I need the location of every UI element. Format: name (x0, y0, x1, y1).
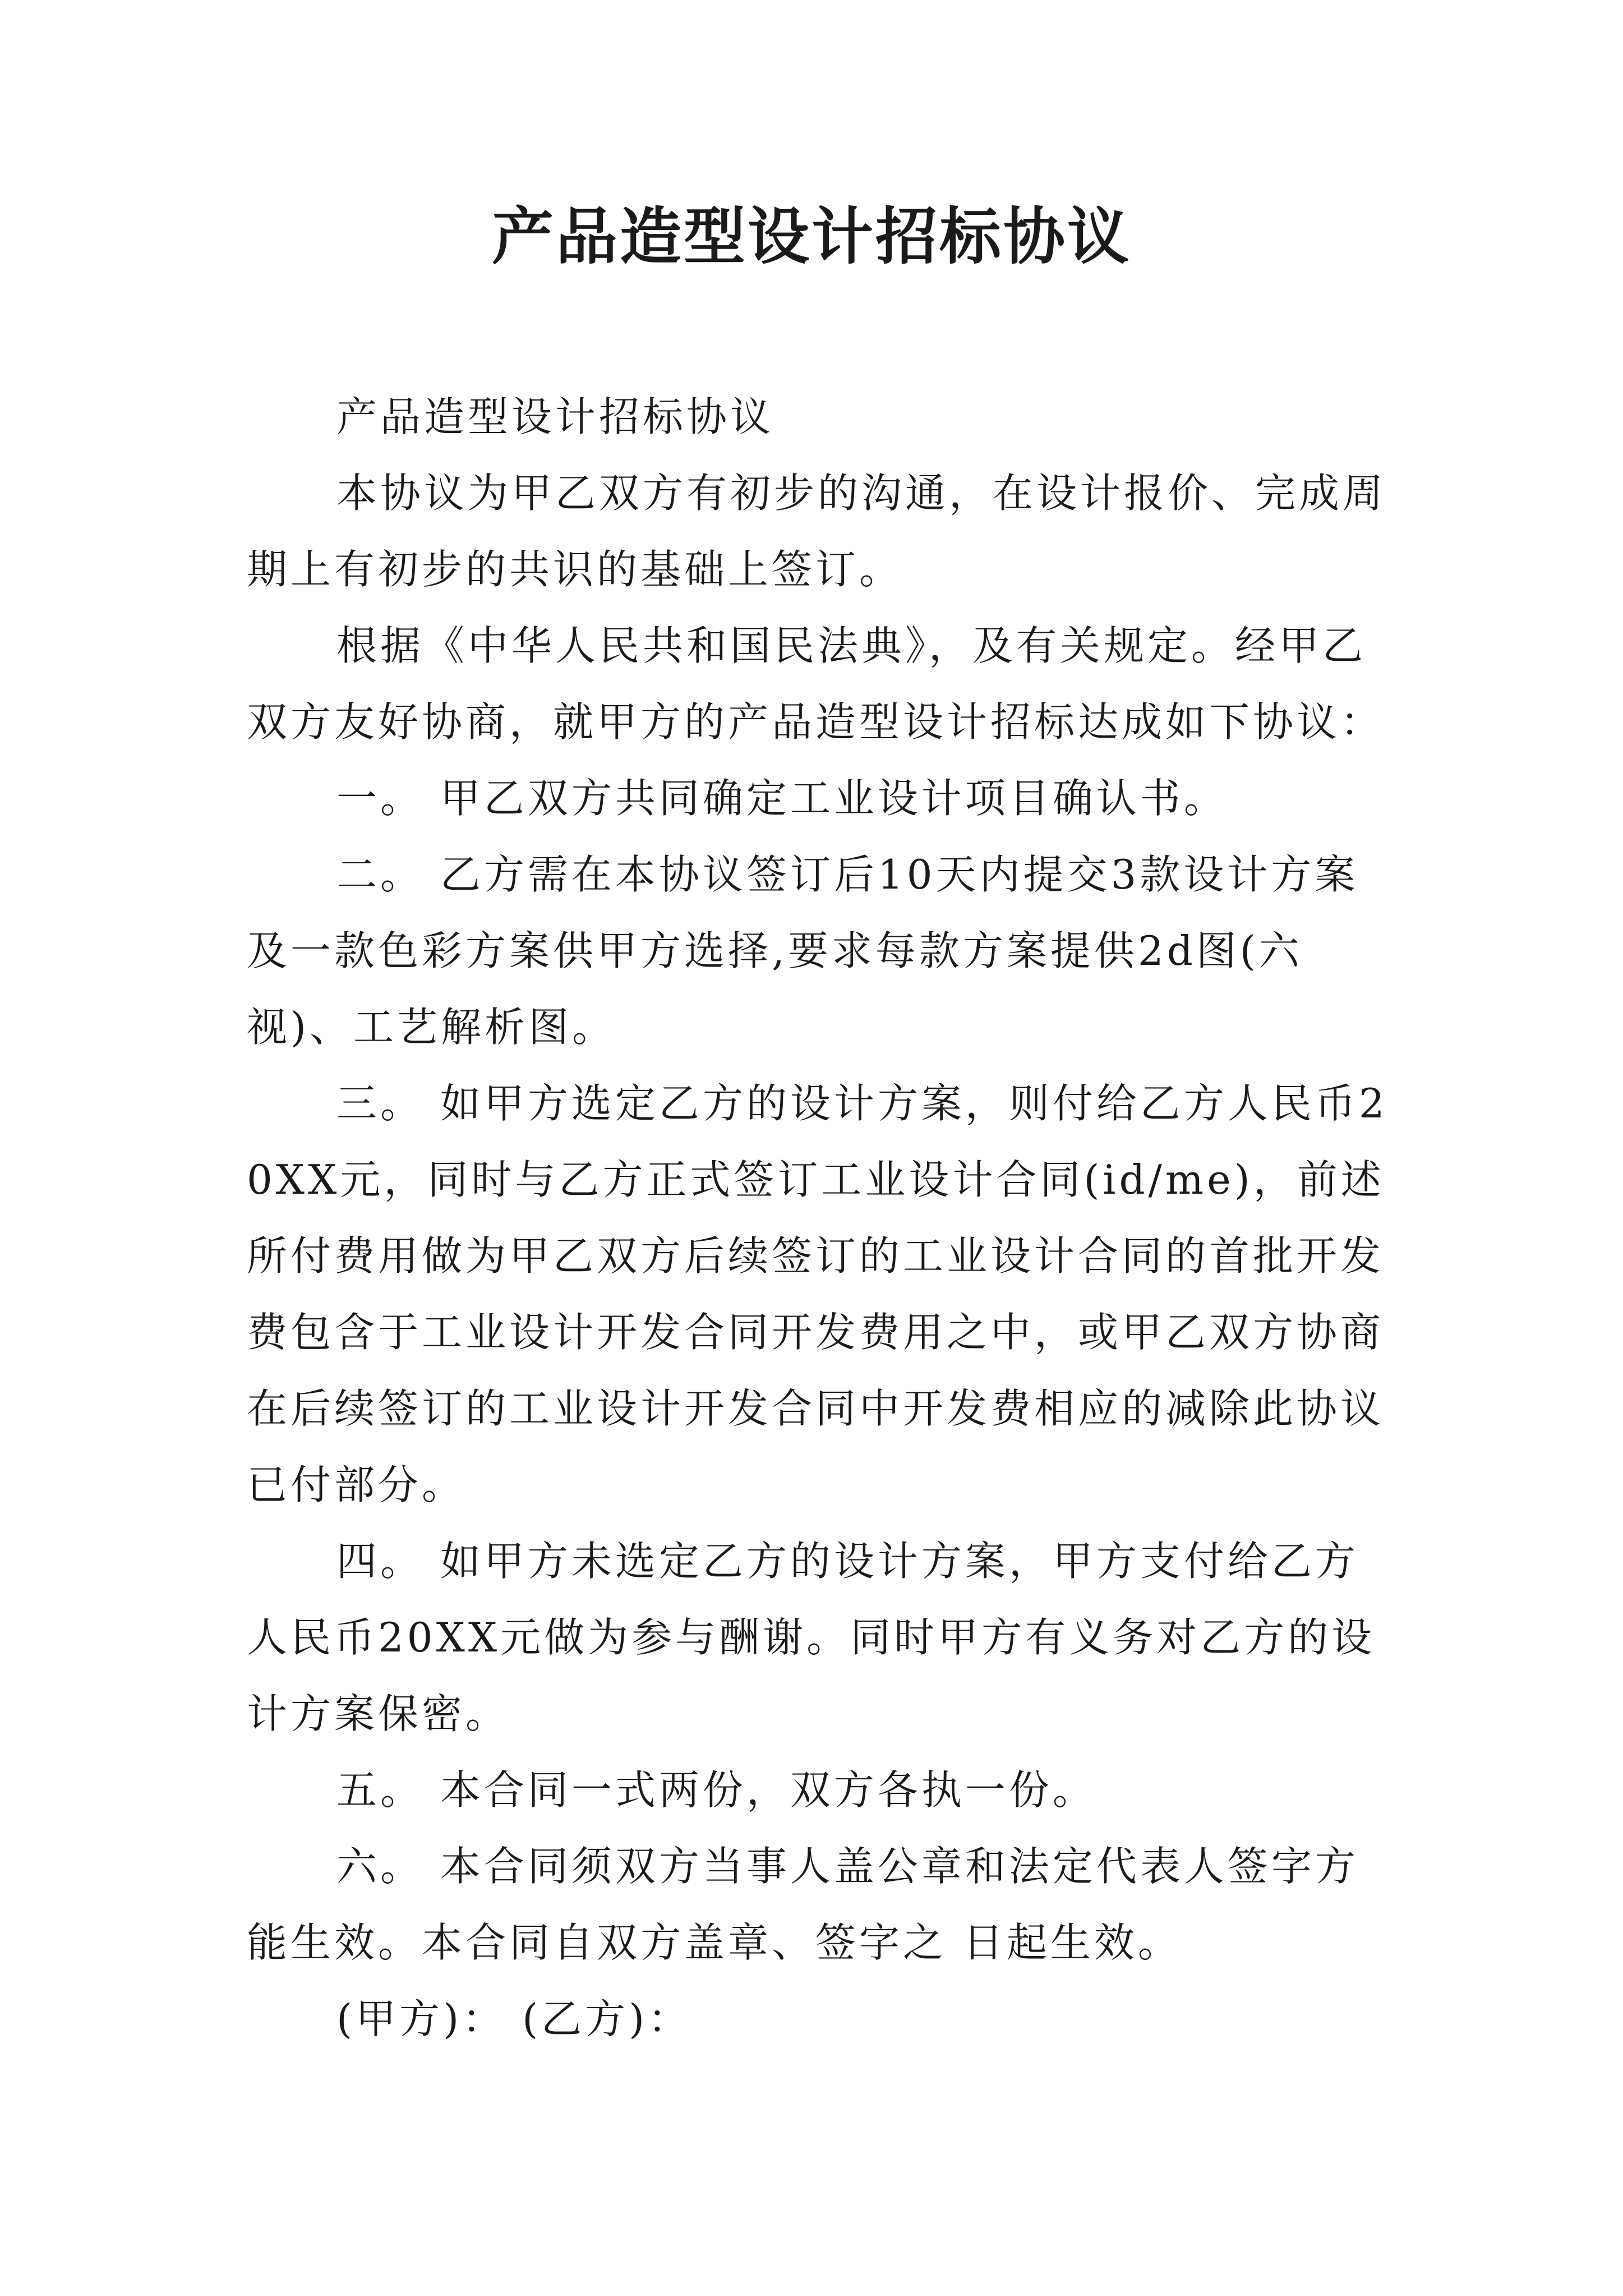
paragraph-subtitle: 产品造型设计招标协议 (336, 393, 774, 440)
signature-line: (甲方)： (乙方)： (336, 1995, 692, 2042)
clause-4: 四。 如甲方未选定乙方的设计方案，甲方支付给乙方人民币20XX元做为参与酬谢。同时甲方有义务对乙方的设计方案保密。 (247, 1538, 1376, 1737)
clause-2: 二。 乙方需在本协议签订后10天内提交3款设计方案及一款色彩方案供甲方选择,要求每款方案提供2d图(六视)、工艺解析图。 (247, 851, 1359, 1051)
clause-6: 六。 本合同须双方当事人盖公章和法定代表人签字方能生效。本合同自双方盖章、签字之 日起生效。 (247, 1843, 1359, 1966)
paragraph-preamble: 本协议为甲乙双方有初步的沟通，在设计报价、完成周期上有初步的共识的基础上签订。 (247, 470, 1387, 593)
clause-3: 三。 如甲方选定乙方的设计方案，则付给乙方人民币20XX元，同时与乙方正式签订工业设计合同(id/me)，前述所付费用做为甲乙双方后续签订的工业设计合同的首批开发费包含于工业设计开发合同开发费用之中，或甲乙双方协商在后续签订的工业设计开发合同中开发费相应的减除此协议已付部分。 (247, 1080, 1388, 1508)
paragraph-basis: 根据《中华人民共和国民法典》，及有关规定。经甲乙双方友好协商，就甲方的产品造型设计招标达成如下协议： (247, 622, 1385, 746)
clause-1: 一。 甲乙双方共同确定工业设计项目确认书。 (336, 775, 1228, 822)
document-title: 产品造型设计招标协议 (492, 200, 1131, 273)
document-body (247, 379, 1402, 2057)
clause-5: 五。 本合同一式两份，双方各执一份。 (336, 1766, 1096, 1814)
